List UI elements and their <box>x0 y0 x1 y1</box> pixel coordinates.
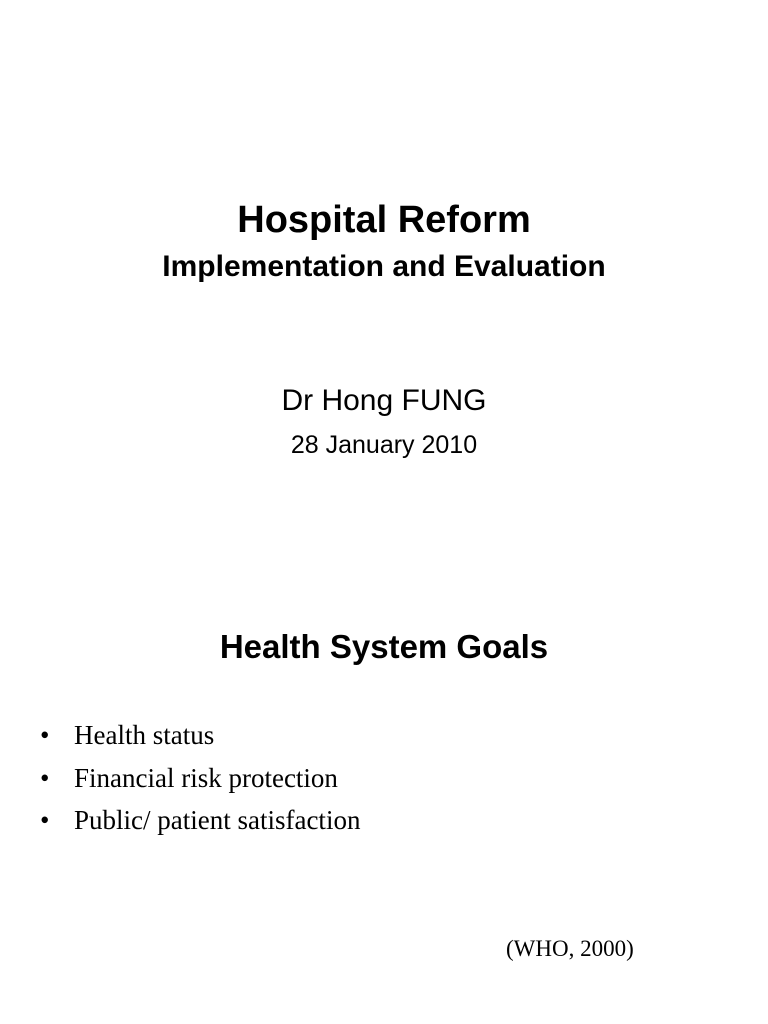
author-name: Dr Hong FUNG <box>281 384 487 417</box>
bullet-icon: • <box>40 762 50 793</box>
section-title: Health System Goals <box>219 628 549 665</box>
list-item <box>40 714 360 757</box>
list-item <box>40 799 360 842</box>
citation: (WHO, 2000) <box>506 936 634 961</box>
bullet-icon: • <box>40 720 50 750</box>
list-item <box>40 757 360 800</box>
bullet-icon: • <box>40 805 50 835</box>
list-item-text: Public/ patient satisfaction <box>74 805 361 835</box>
list-item-text: Financial risk protection <box>74 762 338 793</box>
goals-list <box>40 714 360 842</box>
list-item-text: Health status <box>74 720 215 750</box>
presentation-date: 28 January 2010 <box>290 431 478 459</box>
page-subtitle: Implementation and Evaluation <box>162 250 606 283</box>
page-title: Hospital Reform <box>237 199 531 241</box>
